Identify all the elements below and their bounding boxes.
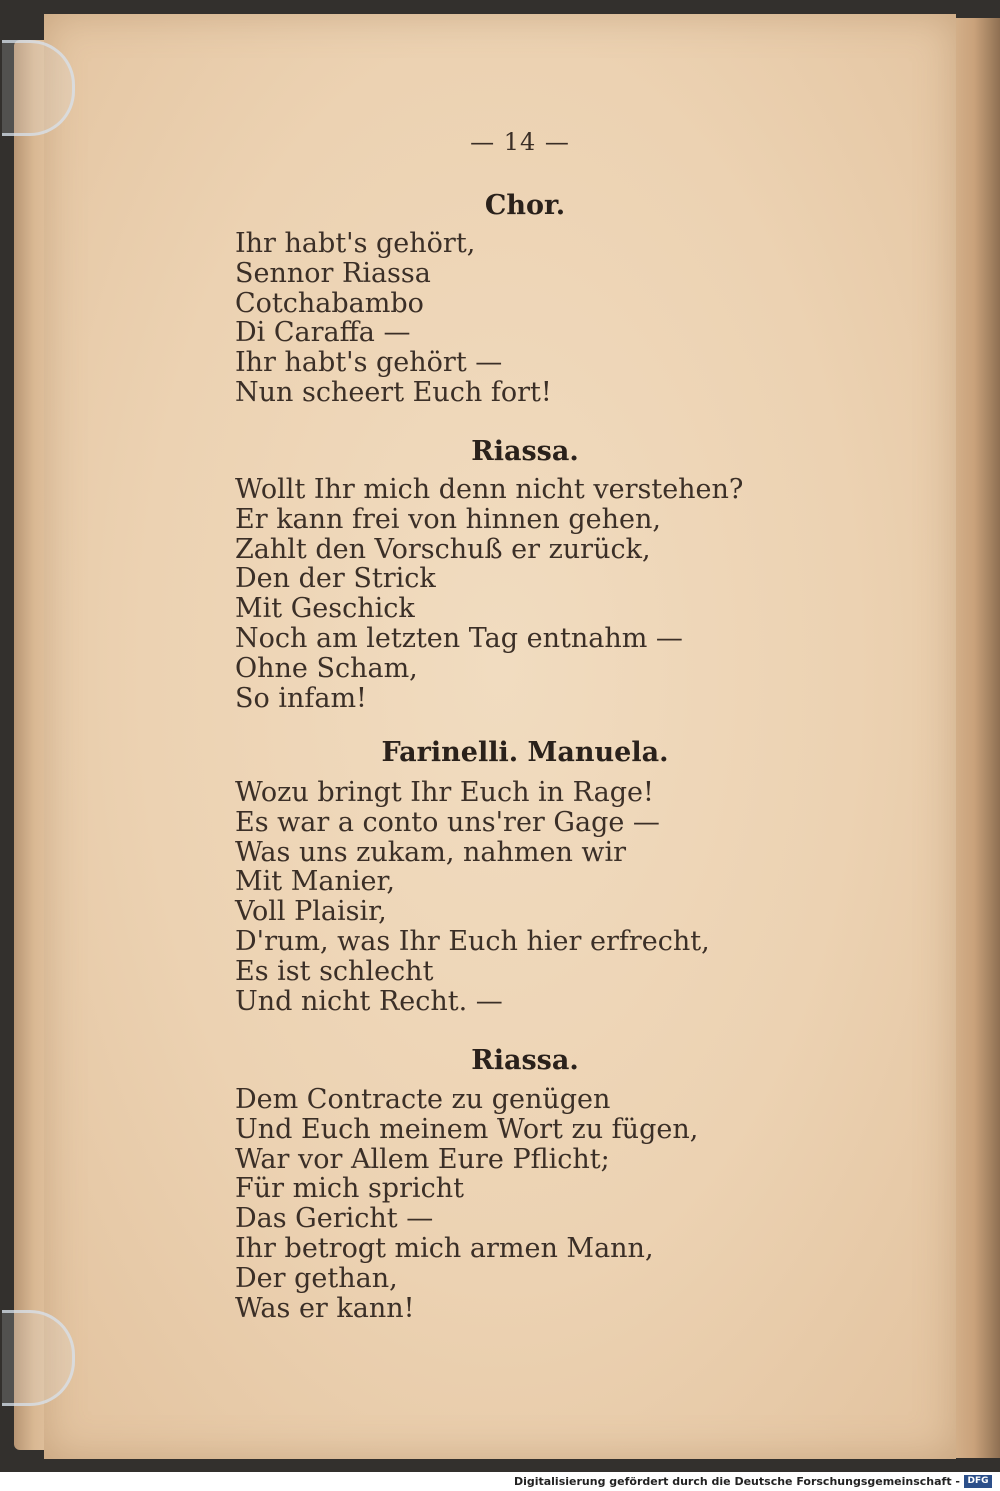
verse-line: So infam! xyxy=(235,682,367,714)
verse-line: Zahlt den Vorschuß er zurück, xyxy=(235,533,651,565)
verse-line: Di Caraffa — xyxy=(235,317,411,349)
verse-farinelli-manuela xyxy=(235,778,710,1016)
verse-riassa-2 xyxy=(235,1085,698,1323)
verse-line: Und Euch meinem Wort zu fügen, xyxy=(235,1113,699,1145)
verse-line: Es ist schlecht xyxy=(235,955,434,987)
speaker-heading-riassa: Riassa. xyxy=(471,436,579,467)
verse-line: Cotchabambo xyxy=(235,287,424,319)
verse-line: Nun scheert Euch fort! xyxy=(235,376,552,408)
verse-line: Was er kann! xyxy=(235,1292,415,1324)
dfg-logo: DFG xyxy=(964,1475,992,1488)
verse-line: Ohne Scham, xyxy=(235,652,418,684)
verse-line: Voll Plaisir, xyxy=(235,896,387,928)
speaker-heading-riassa-2: Riassa. xyxy=(471,1045,579,1076)
verse-line: Und nicht Recht. — xyxy=(235,985,503,1017)
verse-line: Wozu bringt Ihr Euch in Rage! xyxy=(235,777,654,808)
verse-line: D'rum, was Ihr Euch hier erfrecht, xyxy=(235,925,710,957)
verse-line: Wollt Ihr mich denn nicht verstehen? xyxy=(235,474,744,505)
verse-line: Was uns zukam, nahmen wir xyxy=(235,836,627,868)
page-number: — 14 — xyxy=(470,128,570,156)
verse-line: Das Gericht — xyxy=(235,1203,434,1235)
verse-line: Mit Manier, xyxy=(235,866,395,898)
verse-line: War vor Allem Eure Pflicht; xyxy=(235,1143,610,1175)
verse-line: Er kann frei von hinnen gehen, xyxy=(235,503,661,535)
digitization-footer xyxy=(0,1472,1000,1491)
verse-line: Für mich spricht xyxy=(235,1173,464,1205)
verse-line: Ihr betrogt mich armen Mann, xyxy=(235,1232,654,1264)
verse-line: Ihr habt's gehört — xyxy=(235,347,503,379)
verse-line: Sennor Riassa xyxy=(235,257,431,289)
verse-line: Mit Geschick xyxy=(235,593,415,625)
verse-line: Dem Contracte zu genügen xyxy=(235,1084,611,1115)
verse-riassa-1 xyxy=(235,475,743,713)
verse-line: Noch am letzten Tag entnahm — xyxy=(235,622,683,654)
verse-chor xyxy=(235,229,552,408)
verse-line: Den der Strick xyxy=(235,563,436,595)
speaker-heading-farinelli-manuela: Farinelli. Manuela. xyxy=(381,737,669,768)
verse-line: Ihr habt's gehört, xyxy=(235,228,476,259)
verse-line: Der gethan, xyxy=(235,1262,398,1294)
verse-line: Es war a conto uns'rer Gage — xyxy=(235,806,660,838)
speaker-heading-chor: Chor. xyxy=(484,190,566,221)
footer-credit-text: Digitalisierung gefördert durch die Deutsche Forschungsgemeinschaft - xyxy=(513,1475,960,1488)
